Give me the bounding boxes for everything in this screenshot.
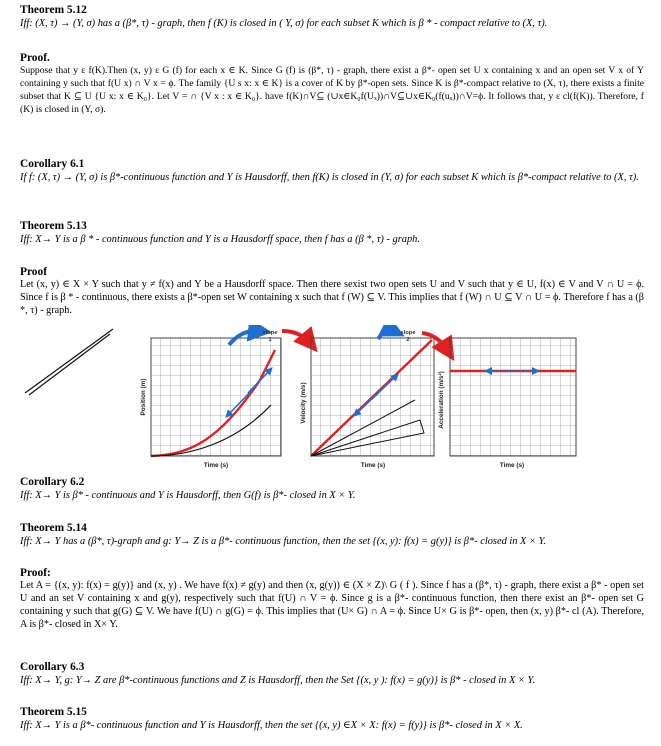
proof-heading: Proof. <box>20 52 50 64</box>
panel-4-acceleration <box>438 338 576 469</box>
corollary-heading: Corollary 6.3 <box>20 661 85 673</box>
motion-graphs-svg <box>20 325 644 475</box>
y-axis-label: Acceleration (m/s²) <box>438 371 445 429</box>
x-axis-label: Time (s) <box>360 462 386 469</box>
panel-1-lines <box>25 329 138 395</box>
proof-heading: Proof <box>20 266 47 278</box>
panel-2-position <box>140 338 281 469</box>
proof-text: Suppose that y ε f(K).Then (x, y) ε G (f) for each x ∈ K. Since G (f) is (β*, τ) - graph, there exist a β*- open set U x containing x and an open set V x of Y containing y such that f(U x) ∩ V x = ϕ. The family {U s x: x ∈ K} is a cover of K by β*-open sets. Since K is β*-compact relative to (X, τ), there exists a finite subset that K ⊆ U {U x: x ∈ K₀}. Let V = ∩ {V x : x ∈ K₀}. have f(K)∩V⊆ (∪x∈K₀f(Uₓ))∩V⊆∪x∈K₀(f(uₓ))∩V=ϕ. It follows that, y ε cl(f(K)). Therefore, f (K) is closed in (Y, σ). <box>20 65 644 115</box>
corollary-statement: Iff: X→ Y, g: Y→ Z are β*-continuous functions and Z is Hausdorff, then the Set {(x, y ): f(x) = g(y)} is β* - closed in X × Y. <box>20 675 535 686</box>
theorem-5-13 <box>20 220 644 246</box>
proof-text: Let A = {(x, y): f(x) = g(y)} and (x, y) . We have f(x) ≠ g(y) and then (x, g(y)) ∈ (X × Z)\ G ( f ). Since f has a (β*, τ) - graph, there exist a β* - open set U and an set V containing x and g(y), respectively such that f(U) ∩ V = ϕ. Since g is a β*- continuous function, then there exist an β*- open set G containing y such that g(G) ⊆ V. We have f(U) ∩ g(G) = ϕ. This implies that (U× G) ∩ A = ϕ. Since U× G is β*- open, then (x, y) β*- cl (A). Therefore, A is β*- closed in X× Y. <box>20 580 644 630</box>
corollary-statement: Iff: X→ Y is β* - continuous and Y is Hausdorff, then G(f) is β*- closed in X × Y. <box>20 490 356 501</box>
proof-block <box>20 266 644 318</box>
theorem-statement: Iff: X→ Y has a (β*, τ)-graph and g: Y→ Z is a β*- continuous function, then the set {(x, y): f(x) = g(y)} is β*- closed in X × Y. <box>20 536 547 547</box>
theorem-statement: Iff: X→ Y is a β * - continuous function and Y is a Hausdorff space, then f has a (β *, τ) - graph. <box>20 234 420 245</box>
corollary-statement: If f: (X, τ) → (Y, σ) is β*-continuous function and Y is Hausdorff, then f(K) is closed in (Y, σ) for each subset K which is β*-compact relative to (X, τ). <box>20 172 639 183</box>
proof-text: Let (x, y) ∈ X × Y such that y ≠ f(x) and Y be a Hausdorff space. Then there sexist two open sets U and V such that y ∈ U, f(x) ∈ V and V ∩ U = ϕ. Since f is β * - continuous, there exists a β*-open set W containing x such that f (W) ⊆ V. This implies that f (W) ∩ U ⊆ V ∩ U = ϕ. Therefore f has a (β *, τ) - graph. <box>20 279 644 316</box>
diagonal-line <box>29 334 110 395</box>
theorem-statement: Iff: X→ Y is a β*- continuous function and Y is Hausdorff, then the set {(x, y) ∈X × X: f(x) = f(y)} is β*- closed in X × X. <box>20 720 523 731</box>
theorem-statement: Iff: (X, τ) → (Y, σ) has a (β*, τ) - graph, then f (K) is closed in ( Y, σ) for each subset K which is β * - compact relative to (X, τ). <box>20 18 548 29</box>
theorem-5-12 <box>20 4 644 30</box>
corollary-6-2 <box>20 476 644 502</box>
y-axis-label: Velocity (m/s) <box>300 382 307 424</box>
y-axis-label: Position (m) <box>140 378 147 416</box>
motion-graphs-figure <box>20 325 644 475</box>
corollary-6-1 <box>20 158 644 184</box>
grid <box>450 338 576 456</box>
corollary-heading: Corollary 6.2 <box>20 476 85 488</box>
slope-number: 2 <box>406 337 410 343</box>
theorem-5-14 <box>20 522 644 548</box>
slope-label: slope <box>400 330 416 336</box>
proof-block <box>20 52 644 117</box>
proof-heading: Proof: <box>20 567 51 579</box>
slope-number: 1 <box>268 337 272 343</box>
diagonal-line <box>25 329 113 393</box>
corollary-heading: Corollary 6.1 <box>20 158 85 170</box>
proof-block <box>20 567 644 632</box>
x-axis-label: Time (s) <box>499 462 525 469</box>
slope-label: slope <box>262 330 278 336</box>
panel-3-velocity <box>300 338 434 469</box>
theorem-heading: Theorem 5.13 <box>20 220 87 232</box>
corollary-6-3 <box>20 661 644 687</box>
theorem-heading: Theorem 5.14 <box>20 522 87 534</box>
curved-arrow <box>282 331 310 343</box>
theorem-heading: Theorem 5.12 <box>20 4 87 16</box>
x-axis-label: Time (s) <box>203 462 229 469</box>
theorem-5-15 <box>20 706 644 732</box>
theorem-heading: Theorem 5.15 <box>20 706 87 718</box>
grid <box>151 338 281 456</box>
